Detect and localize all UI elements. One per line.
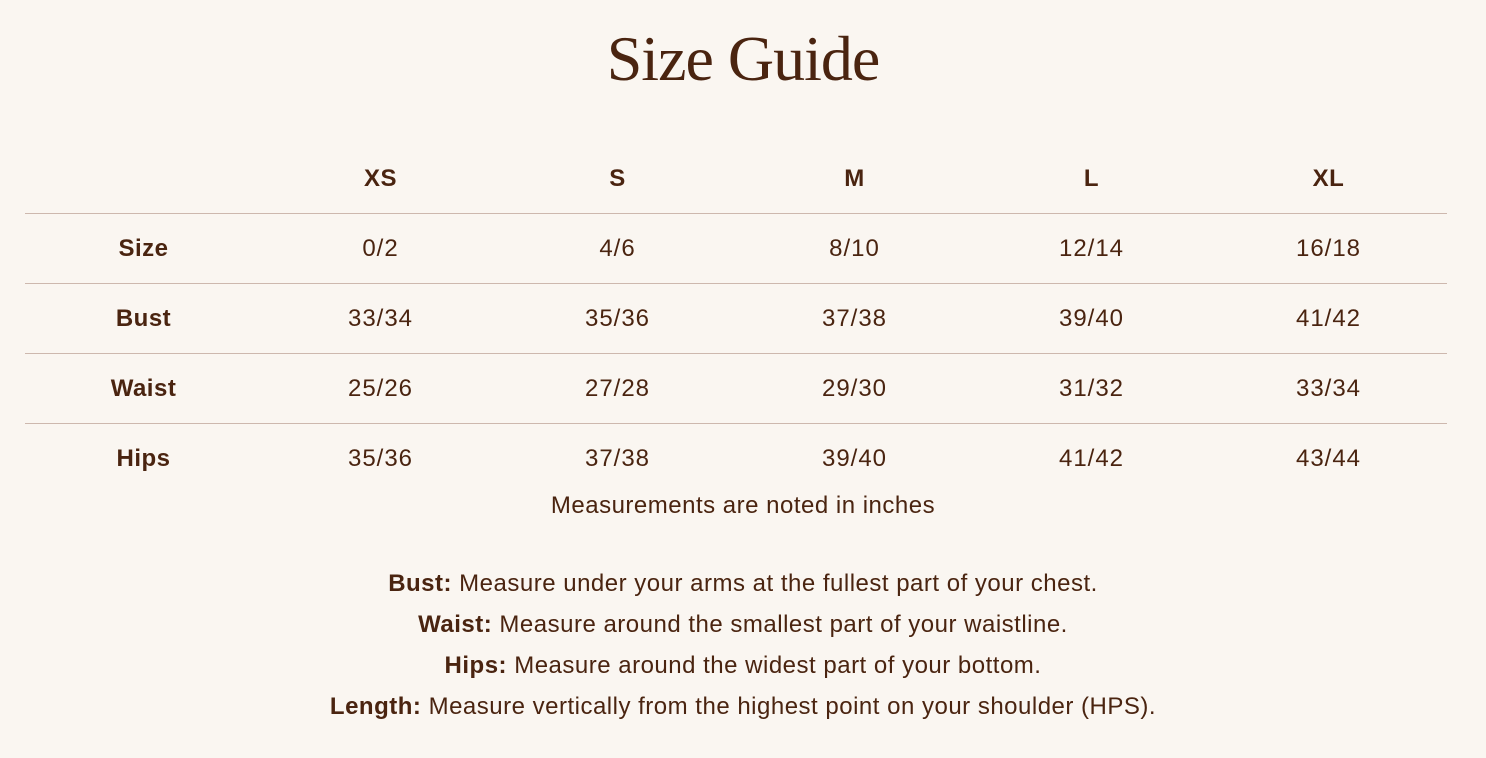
instruction-term: Length: xyxy=(329,693,422,720)
row-label-size: Size xyxy=(118,234,169,262)
table-cell: 39/40 xyxy=(1058,304,1125,332)
measurement-unit-note: Measurements are noted in inches xyxy=(550,492,936,519)
instruction-text: Measure around the widest part of your bottom. xyxy=(507,652,1042,679)
instruction-waist xyxy=(0,604,1486,645)
table-cell: 35/36 xyxy=(347,444,414,472)
table-cell: 37/38 xyxy=(584,444,651,472)
column-header-empty xyxy=(25,145,262,214)
column-header-xs: XS xyxy=(262,145,499,214)
table-row-bust xyxy=(25,284,1447,354)
measurement-instructions xyxy=(0,563,1486,727)
instruction-term: Bust: xyxy=(388,570,453,597)
size-chart-table xyxy=(25,145,1447,493)
column-header-m: M xyxy=(736,145,973,214)
table-row-size xyxy=(25,214,1447,284)
instruction-text: Measure around the smallest part of your waistline. xyxy=(492,611,1068,638)
table-cell: 33/34 xyxy=(1295,374,1362,402)
table-cell: 4/6 xyxy=(599,234,636,262)
table-cell: 27/28 xyxy=(584,374,651,402)
table-cell: 16/18 xyxy=(1295,234,1362,262)
row-label-waist: Waist xyxy=(110,374,177,402)
instruction-term: Waist: xyxy=(418,611,493,638)
instruction-length xyxy=(0,686,1486,727)
column-header-s: S xyxy=(499,145,736,214)
table-cell: 39/40 xyxy=(821,444,888,472)
table-row-hips xyxy=(25,424,1447,494)
instruction-term: Hips: xyxy=(444,652,508,679)
table-header-row xyxy=(25,145,1447,214)
instruction-text: Measure under your arms at the fullest part of your chest. xyxy=(452,570,1098,597)
table-cell: 31/32 xyxy=(1058,374,1125,402)
instruction-hips xyxy=(0,645,1486,686)
table-row-waist xyxy=(25,354,1447,424)
table-cell: 0/2 xyxy=(362,234,399,262)
table-cell: 33/34 xyxy=(347,304,414,332)
table-cell: 25/26 xyxy=(347,374,414,402)
row-label-hips: Hips xyxy=(116,444,171,472)
table-cell: 8/10 xyxy=(829,234,880,262)
table-cell: 37/38 xyxy=(821,304,888,332)
table-cell: 41/42 xyxy=(1058,444,1125,472)
table-cell: 35/36 xyxy=(584,304,651,332)
column-header-l: L xyxy=(973,145,1210,214)
instruction-text: Measure vertically from the highest point on your shoulder (HPS). xyxy=(421,693,1157,720)
instruction-bust xyxy=(0,563,1486,604)
table-cell: 41/42 xyxy=(1295,304,1362,332)
table-cell: 29/30 xyxy=(821,374,888,402)
page-title: Size Guide xyxy=(606,23,880,94)
table-cell: 12/14 xyxy=(1058,234,1125,262)
row-label-bust: Bust xyxy=(115,304,172,332)
column-header-xl: XL xyxy=(1210,145,1447,214)
table-cell: 43/44 xyxy=(1295,444,1362,472)
